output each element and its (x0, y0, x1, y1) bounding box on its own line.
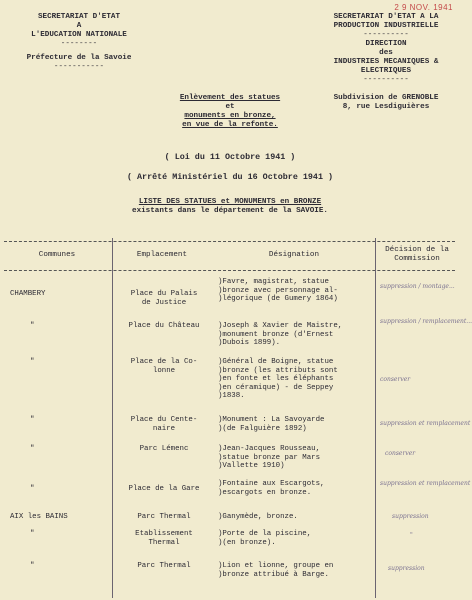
subject-line-1: Enlèvement des statues (179, 94, 281, 102)
right-header-line-6: INDUSTRIES MECANIQUES & (333, 58, 439, 66)
left-header-line-2: A (76, 22, 82, 30)
row-decision: suppression et remplacement (380, 480, 471, 487)
row-commune: " (30, 416, 35, 424)
table-header-rule (4, 270, 455, 271)
right-header-line-2: PRODUCTION INDUSTRIELLE (333, 22, 439, 30)
row-designation: )Général de Boigne, statue )bronze (les attributs sont )en fonte et les éléphants )en céramique) - de Seppey )1838. (218, 358, 338, 401)
row-emplacement: Parc Thermal (137, 562, 191, 570)
row-commune: CHAMBERY (10, 290, 46, 298)
row-commune: " (30, 530, 35, 538)
row-commune: " (30, 562, 35, 570)
row-designation: )Joseph & Xavier de Maistre, )monument bronze (d'Ernest )Dubois 1899). (218, 322, 343, 348)
law-reference: ( Loi du 11 Octobre 1941 ) (164, 152, 296, 162)
column-header-decision: Décision de la Commission (385, 246, 449, 263)
column-divider-2 (375, 238, 376, 598)
row-commune: " (30, 485, 35, 493)
row-designation: )Lion et lionne, groupe en )bronze attribué à Barge. (218, 562, 334, 579)
row-commune: " (30, 358, 35, 366)
row-emplacement: Place du Château (128, 322, 200, 330)
row-decision: conserver (385, 450, 416, 457)
column-divider-1 (112, 238, 113, 598)
row-designation: )Fontaine aux Escargots, )escargots en bronze. (218, 480, 325, 497)
row-emplacement: Place de la Gare (128, 485, 200, 493)
column-header-communes: Communes (38, 251, 76, 259)
row-decision: conserver (380, 376, 411, 383)
row-commune: " (30, 322, 35, 330)
column-header-designation: Désignation (268, 251, 320, 259)
row-emplacement: Place de la Co- lonne (130, 358, 198, 375)
row-decision: suppression (392, 513, 429, 520)
row-decision: suppression (388, 565, 425, 572)
row-designation: )Jean-Jacques Rousseau, )statue bronze par Mars )Vallette 1910) (218, 445, 321, 471)
right-header-line-5: des (379, 49, 393, 57)
row-designation: )Porte de la piscine, )(en bronze). (218, 530, 312, 547)
left-header-line-4: -------- (60, 40, 98, 48)
table-top-rule (4, 241, 455, 242)
left-header-line-5: Préfecture de la Savoie (26, 54, 132, 62)
right-header-line-1: SECRETARIAT D'ETAT A LA (333, 13, 439, 21)
row-commune: AIX les BAINS (10, 513, 68, 521)
row-emplacement: Parc Lémenc (139, 445, 189, 453)
list-title-line-2: existants dans le département de la SAVOIE. (132, 207, 328, 215)
row-emplacement: Etablissement Thermal (135, 530, 193, 547)
subject-line-2: et (225, 103, 235, 111)
left-header-line-6: ----------- (53, 63, 105, 71)
right-header-line-3: ---------- (363, 31, 409, 39)
subject-line-3: monuments en bronze, (184, 112, 276, 120)
row-decision: " (410, 532, 413, 539)
right-header-line-7: ELECTRIQUES (360, 67, 412, 75)
right-header-line-10: 8, rue Lesdiguières (342, 103, 430, 111)
row-emplacement: Place du Palais de Justice (130, 290, 198, 307)
row-designation: )Ganymède, bronze. (218, 513, 298, 521)
row-emplacement: Place du Cente- naire (130, 416, 198, 433)
row-designation: )Monument : La Savoyarde )(de Falguière 1892) (218, 416, 325, 433)
right-header-line-8: ---------- (363, 76, 409, 84)
row-decision: suppression et remplacement (380, 420, 471, 427)
right-header-line-4: DIRECTION (365, 40, 407, 48)
left-header-line-1: SECRETARIAT D'ETAT (37, 13, 121, 21)
row-emplacement: Parc Thermal (137, 513, 191, 521)
right-header-line-9: Subdivision de GRENOBLE (333, 94, 439, 102)
subject-line-4: en vue de la refonte. (182, 121, 278, 129)
left-header-line-3: L'EDUCATION NATIONALE (31, 31, 127, 39)
list-title-line-1: LISTE DES STATUES et MONUMENTS en BRONZE (138, 198, 322, 206)
decree-reference: ( Arrêté Ministériel du 16 Octobre 1941 ) (126, 172, 334, 182)
date-stamp: 2 9 NOV. 1941 (394, 3, 453, 12)
column-header-emplacement: Emplacement (136, 251, 188, 259)
row-commune: " (30, 445, 35, 453)
row-decision: suppression / remplacement... (380, 318, 472, 325)
row-decision: suppression / montage... (380, 283, 455, 290)
row-designation: )Favre, magistrat, statue )bronze avec personnage al- )légorique (de Gumery 1864) (218, 278, 338, 304)
